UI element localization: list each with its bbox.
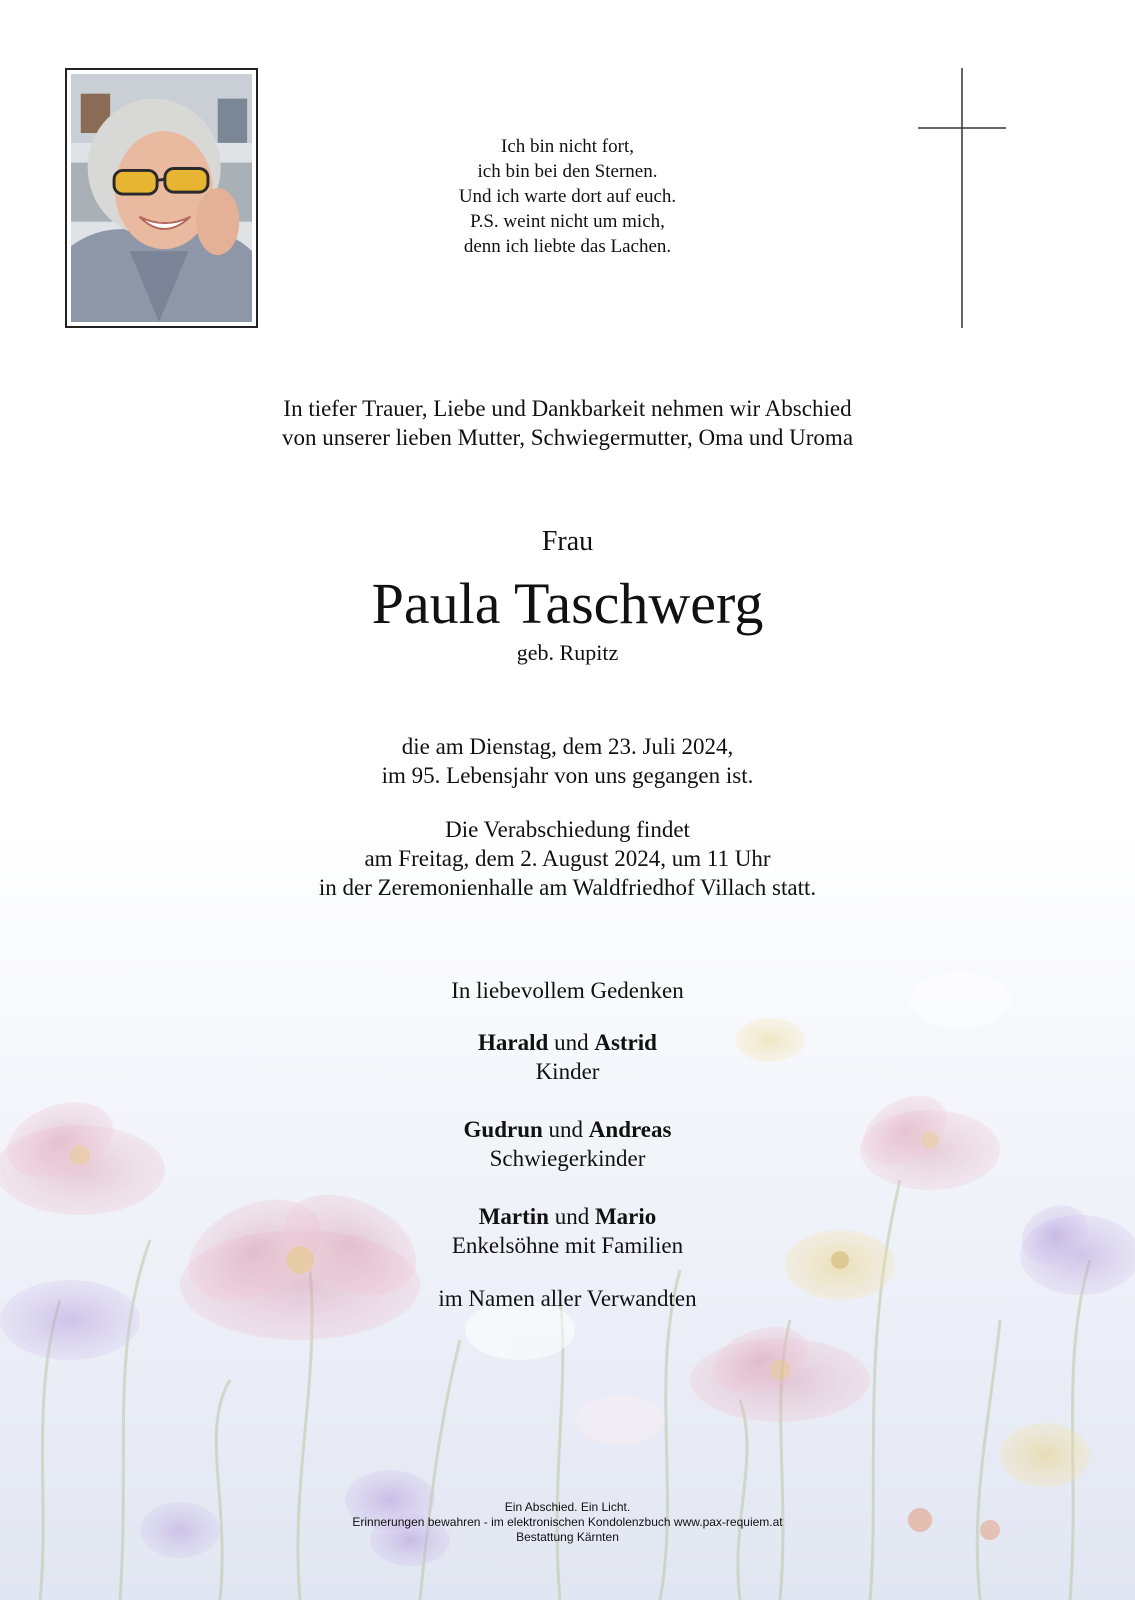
mourner-connector: und <box>554 1030 589 1055</box>
mourner-name: Mario <box>594 1204 657 1229</box>
poem-line: Und ich warte dort auf euch. <box>458 186 677 207</box>
farewell-notice <box>0 815 1135 902</box>
birth-name: geb. Rupitz <box>516 640 619 665</box>
mourner-group <box>0 1115 1135 1173</box>
mourner-names <box>0 1028 1135 1057</box>
mourner-name: Martin <box>478 1204 549 1229</box>
death-line: im 95. Lebensjahr von uns gegangen ist. <box>381 763 754 788</box>
mourner-names <box>0 1115 1135 1144</box>
mourner-name: Harald <box>478 1030 549 1055</box>
mourner-relation: Schwiegerkinder <box>489 1146 646 1171</box>
poem-line: P.S. weint nicht um mich, <box>470 211 665 232</box>
poem <box>0 134 1135 259</box>
farewell-line: am Freitag, dem 2. August 2024, um 11 Uhr <box>364 846 771 871</box>
farewell-line: Die Verabschiedung findet <box>445 817 690 842</box>
poem-line: Ich bin nicht fort, <box>501 136 634 157</box>
mourner-names <box>0 1202 1135 1231</box>
deceased-name: Paula Taschwerg <box>371 571 764 636</box>
intro-line: In tiefer Trauer, Liebe und Dankbarkeit nehmen wir Abschied <box>283 396 852 421</box>
mourner-relation: Kinder <box>535 1059 600 1084</box>
mourner-name: Gudrun <box>463 1117 543 1142</box>
mourner-connector: und <box>548 1117 584 1142</box>
poem-line: denn ich liebte das Lachen. <box>463 236 672 257</box>
mourner-name: Andreas <box>588 1117 672 1142</box>
death-line: die am Dienstag, dem 23. Juli 2024, <box>401 734 734 759</box>
footer <box>0 1500 1135 1545</box>
relatives-line: im Namen aller Verwandten <box>438 1286 697 1311</box>
mourner-group <box>0 1202 1135 1260</box>
death-notice <box>0 732 1135 790</box>
mourner-group <box>0 1028 1135 1086</box>
footer-line: Bestattung Kärnten <box>516 1530 619 1544</box>
mourner-name: Astrid <box>594 1030 657 1055</box>
poem-line: ich bin bei den Sternen. <box>477 161 658 182</box>
salutation: Frau <box>541 526 594 557</box>
farewell-line: in der Zeremonienhalle am Waldfriedhof Villach statt. <box>318 875 817 900</box>
footer-line: Ein Abschied. Ein Licht. <box>504 1500 631 1514</box>
footer-line: Erinnerungen bewahren - im elektronischen Kondolenzbuch www.pax-requiem.at <box>352 1515 783 1529</box>
intro-line: von unserer lieben Mutter, Schwiegermutter, Oma und Uroma <box>281 425 854 450</box>
mourner-connector: und <box>554 1204 590 1229</box>
intro-text <box>0 394 1135 452</box>
mourner-relation: Enkelsöhne mit Familien <box>451 1233 684 1258</box>
memory-heading: In liebevollem Gedenken <box>451 978 684 1003</box>
